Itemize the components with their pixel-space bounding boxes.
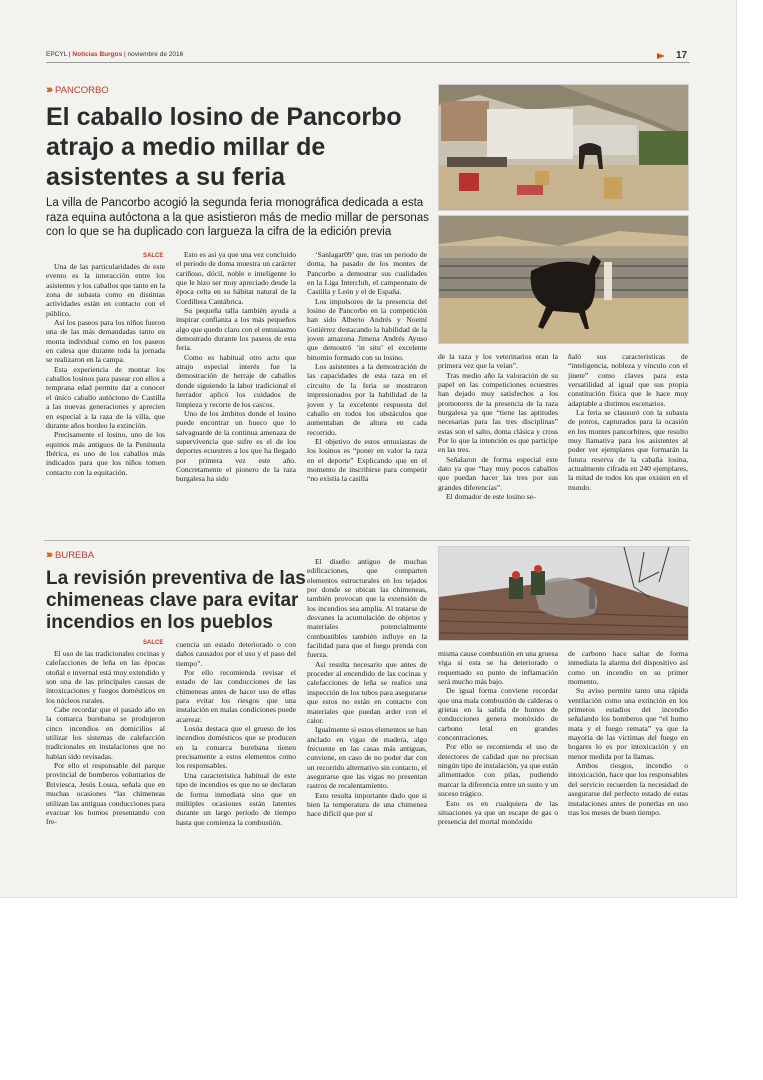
horse-fair-photo: [439, 85, 688, 210]
paragraph: El uso de las tradicionales cocinas y calefacciones de leña en las épocas otoñal e invernal está muy extendido y son una de las principales causas de intoxicaciones y fuegos domésticos en los núcleos rurales.: [46, 649, 165, 705]
article2-byline: SALCE: [143, 640, 164, 646]
chimney-photo: [438, 546, 689, 641]
page-number: 17: [676, 50, 688, 61]
article2-column-5: [568, 649, 688, 884]
paragraph: Losúa destaca que el grueso de los incendios domésticos que se producen en la comarca burebana tienen precisamente a estos elementos como los responsables.: [176, 724, 296, 771]
lead-line: con lo que se ha duplicado con largueza la cifra de la edición previa: [46, 226, 392, 238]
paragraph: Esto es así ya que una vez concluido el periodo de doma muestra un carácter cariñoso, dócil, noble e inteligente lo que le hizo ser muy apreciado desde la época celta en su hábitat natural de la Cordillera Cantábrica.: [176, 250, 296, 306]
article1-column-2: [176, 250, 296, 528]
headline-line: asistentes a su feria: [46, 163, 286, 191]
paragraph: Tras medio año la valoración de su papel en las competiciones ecuestres han dejado muy satisfechos a los promotores de la presencia de la raza burgalesa ya que “tiene las aptitudes necesarias para las tres disciplinas” estas son el salto, doma clásica y cross Por lo que la intención es que participe en las tres.: [438, 370, 558, 455]
section-label-pancorbo: [46, 84, 109, 96]
paragraph: misma cause combustión en una gruesa viga si esta se ha deteriorado o requemado su punto de inflamación será mucho más bajo.: [438, 649, 558, 687]
paragraph: Ambos riesgos, incendio o intoxicación, hace que los responsables del servicio recuerden la necesidad de asegurarse del perfecto estado de estas instalaciones antes de ponerlas en uso tras los meses de buen tiempo.: [568, 761, 688, 817]
paragraph: La feria se clausuró con la subasta de potros, capturados para la ocasión en los montes pancorbinos, que resulto muy llamativa para los asistentes al poder ver ejemplares que formarán la futura reserva de la cabaña losina, actualmente cifrada en 240 ejemplares, la mitad de todos los que existen en el mundo.: [568, 408, 688, 492]
paragraph: El diseño antiguo de muchas edificaciones, que comparten elementos estructurales en los tejados por donde se ubican las chimeneas, también provocan que la extensión de los incendios sea amplia. Al tratarse de desvanes la acumulación de objetos y materiales potencialmente combustibles también influye en la facilidad para que el fuego prenda con fuerza.: [307, 557, 427, 660]
headline-line: incendios en los pueblos: [46, 612, 273, 633]
headline-line: atrajo a medio millar de: [46, 133, 326, 161]
headline-line: El caballo losino de Pancorbo: [46, 103, 402, 131]
article1-headline: [46, 102, 402, 192]
chevrons-icon: ›››: [46, 84, 51, 96]
section-name: BUREBA: [55, 549, 95, 561]
paragraph: El objetivo de estos entusiastas de los losinos es “poner en valor la raza en el deporte” Explicando que en el momento de inscribirse para competir “no existía la casilla: [307, 436, 427, 484]
header-date: noviembre de 2016: [127, 51, 184, 58]
paragraph: Así los paseos para los niños fueron una de las más demandadas tanto en monta individual como en los paseos en calesa que durante toda la jornada se realizaron en la campa.: [46, 318, 165, 365]
article-separator: [44, 540, 690, 541]
article2-column-3: [307, 557, 427, 884]
headline-line: chimeneas clave para evitar: [46, 590, 299, 611]
lead-line: raza equina autóctona a la que asistieron más de medio millar de personas: [46, 211, 429, 224]
firefighters-roof-photo: [439, 547, 688, 640]
chevrons-icon: ›››: [46, 549, 51, 561]
page-arrow-icon: [657, 53, 665, 59]
paragraph: de carbono hace saltar de forma inmediata la alarma del dispositivo así como un incendio en su primer momento.: [568, 649, 688, 687]
paragraph: de la raza y los veterinarios eran la primera vez que la veían”.: [438, 352, 558, 371]
paragraph: Como es habitual otro acto que atrajo especial interés fue la demostración de herraje de caballos donde siguiendo la labor tradicional el herrador aplicó los cuidados de limpieza y recorte de los cascos.: [176, 352, 296, 409]
article2-column-2: [176, 640, 296, 884]
article1-column-1: [46, 262, 165, 527]
paragraph: ‘Sanlagar09’ que, tras un periodo de doma, ha pasado de los montes de Pancorbo a demostrar sus cualidades en la Liga Interclub, el campeonato de Castilla y León y el de España.: [307, 250, 427, 297]
paragraph: Uno de los ámbitos donde el losino puede encontrar un hueco que lo salvaguarde de la continua amenaza de supervivencia que sufre es el de los deportes ecuestres a los que ha llegado por primera vez este año. Concretamente el pionero de la raza burgalesa ha sido: [176, 408, 296, 484]
paragraph: Esta experiencia de montar los caballos losinos para pasear con ellos a temprana edad permite dar a conocer el único caballo autóctono de Castilla a las nuevas generaciones y aprecien en especial a la raza de la villa, que durante años bordeo la extinción.: [46, 364, 165, 430]
paragraph: ñaló sus características de “inteligencia, nobleza y vínculo con el jinete” como claves para esta versatilidad al igual que sus propia constitución física que le hace muy adaptable a distintos escenarios.: [568, 352, 688, 408]
lead-line: La villa de Pancorbo acogió la segunda feria monográfica dedicada a esta: [46, 197, 424, 209]
paragraph: cuencia un estado deteriorado o con daños causados por el uso y el paso del tiempo”.: [176, 640, 296, 668]
paragraph: Su aviso permite tanto una rápida ventilación como una extinción en los primeros estadios del incendio señalando los bomberos que “el humo mata y el fuego remata” ya que la mayoria de las victimas del fuego en hogares lo es por intoxicación y en menor medida por la llamas.: [568, 686, 688, 761]
paragraph: Por ello se recomienda el uso de detectores de calidad que no precisan ningún tipo de instalación, ya que están alimentados con pilas, pudiendo marcar la diferencia entre un susto y un suceso trágico.: [438, 742, 558, 799]
header-rule: [46, 62, 690, 63]
article1-lead: [46, 196, 429, 240]
running-header: EPCYL | Noticias Burgos | noviembre de 2016: [46, 51, 184, 58]
paragraph: Una de las particularidades de este evento es la interacción entre los asistentes y los caballos que tanto en la zona de subasta como en distintas actividades están en contacto con el público.: [46, 262, 165, 318]
article1-column-4: [438, 352, 558, 528]
paragraph: Por ello el responsable del parque provincial de bomberos voluntarios de Briviesca, Jesús Losua, señala que en muchas ocasiones “las chimeneas utilizan las antiguas conducciones para evacuar los humos presentando con fre-: [46, 761, 165, 827]
header-brand: EPCYL: [46, 51, 68, 58]
paragraph: El domador de este losino se-: [446, 492, 536, 502]
article1-column-5: [568, 352, 688, 528]
paragraph: Los asistentes a la demostración de las capacidades de esta raza en el circuito de la feria se mostraron impresionados por la habilidad de la joven y la excelente respuesta del caballo en todos los obstáculos que aumentaban de altura en cada recorrido.: [307, 362, 427, 437]
article2-headline: [46, 568, 306, 634]
article2-column-4: [438, 649, 558, 884]
paragraph: Esto resulta importante dado que si bien la temperatura de una chimenea hace difícil que por sí: [307, 790, 427, 819]
paragraph: Igualmente si estos elementos se han anclado en vigas de madera, algo frecuente en las casas más antiguas, conviene, en caso de no poder dar con un recorrido alternativo sin contacto, el asegurarse que las vigas no presentan rastros de recalentamiento.: [307, 725, 427, 791]
paragraph: Los impulsores de la presencia del losino de Pancorbo en la competición han sido Alberto Andrés y Noemí Gutiérrez destacando la habilidad de la joven amazona Jimena Andrés Ayuso que demostró ‘in situ’ el excelente binomio formado con su losino.: [307, 296, 427, 362]
section-label-bureba: [46, 549, 94, 561]
paragraph: Cabe recordar que el pasado año en la comarca burebana se produjeron cinco incendios en domicilios al utilizar los sistemas de calefacción tradicionales en instalaciones que no habían sido revisadas.: [46, 705, 165, 761]
headline-line: La revisión preventiva de las: [46, 568, 306, 589]
paragraph: Por ello recomienda revisar el estado de las conducciones de las chimeneas antes de hacer uso de ellas para evitar los riesgos que una instalación en malas condiciones puede acarrear.: [176, 668, 296, 724]
paragraph: De igual forma conviene recordar que una mala combustión de calderas o grietas en la salida de humos de conducciones genera monóxido de carbono letal en grandes concentraciones.: [438, 686, 558, 743]
horse-jump-photo: [439, 216, 688, 343]
paragraph: Así resulta necesario que antes de proceder al encendido de las cocinas y calefacciones de leña se realice una inspección de los tubos para asegurarse que estos no están en contacto con materiales que puedan arder con el calor.: [307, 659, 427, 725]
feria-photo-2: [438, 215, 689, 344]
paragraph: Su pequeña talla también ayuda a inspirar confianza a los más pequeños algo que quedo claro con el entusiasmo demostrado durante los paseos de esta feria.: [176, 306, 296, 353]
article1-byline: SALCE: [143, 253, 164, 259]
article1-column-3: [307, 250, 427, 528]
header-section: Noticias Burgos: [72, 51, 123, 58]
section-name: PANCORBO: [55, 84, 109, 96]
paragraph: Una característica habitual de este tipo de incendios es que no se declaran de forma inmediata sino que en múltiples ocasiones están latentes durante un largo periodo de tiempo hasta que comienza la combustión.: [176, 770, 296, 827]
feria-photo-1: [438, 84, 689, 211]
paragraph: Señalaron de forma especial este dato ya que “hay muy pocos caballos que puedan hacer las tres por sus grandes diferencias”.: [438, 454, 558, 492]
paragraph: Precisamente el losino, uno de los equinos más antiguos de la Península Ibérica, es uno de los caballos más indicados para que los niños tomen contacto con la equitación.: [46, 430, 165, 477]
paragraph: Esto es en cualquiera de las situaciones ya que un escape de gas o presencia del mortal monóxido: [438, 798, 558, 827]
article2-column-1: [46, 649, 165, 884]
